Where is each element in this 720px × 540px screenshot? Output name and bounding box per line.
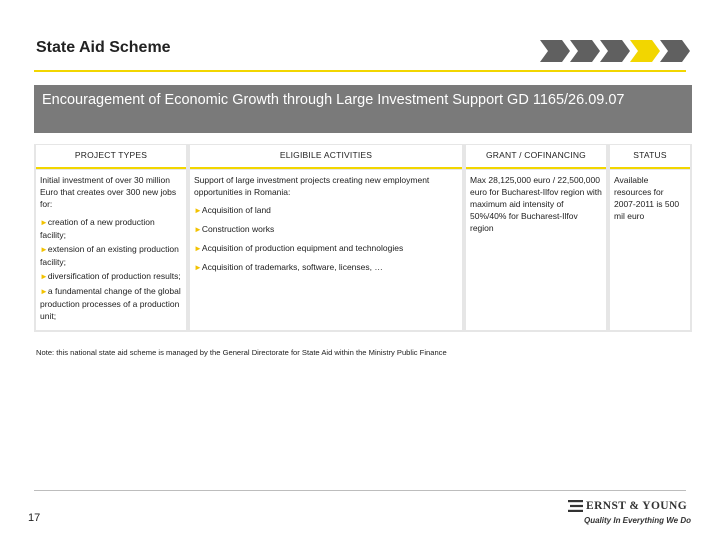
chevron-right-icon [600, 40, 630, 62]
logo-name: ERNST & YOUNG [586, 500, 688, 512]
slide-title: State Aid Scheme [36, 39, 171, 56]
list-item: ►Acquisition of land [194, 205, 271, 215]
eligible-activities-cell [190, 170, 462, 330]
chevron-right-icon [660, 40, 690, 62]
project-types-cell [36, 170, 186, 330]
list-item: ►Construction works [194, 224, 275, 234]
ernst-young-logo [566, 498, 690, 530]
list-item: ►creation of a new production facility; [40, 217, 155, 240]
column-header-status: STATUS [610, 145, 690, 169]
footnote: Note: this national state aid scheme is managed by the General Directorate for State Aid within the Ministry Public Finance [36, 348, 447, 357]
triangle-bullet-icon: ► [40, 287, 48, 296]
triangle-bullet-icon: ► [194, 263, 202, 272]
progress-chevrons [540, 40, 690, 62]
list-item: ►extension of an existing production facility; [40, 244, 179, 267]
status-text: Available resources for 2007-2011 is 500 mil euro [614, 175, 680, 221]
footer-divider [34, 490, 686, 491]
grant-cell [466, 170, 606, 330]
eligible-activities-intro: Support of large investment projects creating new employment opportunities in Romania: [194, 175, 430, 197]
list-item: ►Acquisition of production equipment and technologies [194, 243, 404, 253]
list-item: ►diversification of production results; [40, 271, 181, 281]
column-header-eligible-activities: ELIGIBILE ACTIVITIES [190, 145, 462, 169]
column-header-grant: GRANT / COFINANCING [466, 145, 606, 169]
list-item: ►Acquisition of trademarks, software, licenses, … [194, 262, 383, 272]
grant-text: Max 28,125,000 euro / 22,500,000 euro for Bucharest-Ilfov region with maximum aid intensity of 50%/40% for Bucharest-Ilfov region [470, 175, 602, 233]
title-underline [34, 70, 686, 72]
triangle-bullet-icon: ► [40, 218, 48, 227]
list-item: ►a fundamental change of the global production processes of a production unit; [40, 286, 181, 321]
scheme-banner: Encouragement of Economic Growth through Large Investment Support GD 1165/26.09.07 [34, 85, 692, 133]
project-types-intro: Initial investment of over 30 million Euro that creates over 300 new jobs for: [40, 175, 177, 209]
triangle-bullet-icon: ► [40, 272, 48, 281]
logo-tagline: Quality In Everything We Do [584, 516, 691, 525]
column-header-project-types: PROJECT TYPES [36, 145, 186, 169]
page-number: 17 [28, 512, 41, 524]
triangle-bullet-icon: ► [40, 245, 48, 254]
chevron-right-icon [540, 40, 570, 62]
status-cell [610, 170, 690, 330]
chevron-right-icon [630, 40, 660, 62]
chevron-right-icon [570, 40, 600, 62]
triangle-bullet-icon: ► [194, 244, 202, 253]
triangle-bullet-icon: ► [194, 206, 202, 215]
logo-bars-icon [568, 500, 583, 512]
triangle-bullet-icon: ► [194, 225, 202, 234]
